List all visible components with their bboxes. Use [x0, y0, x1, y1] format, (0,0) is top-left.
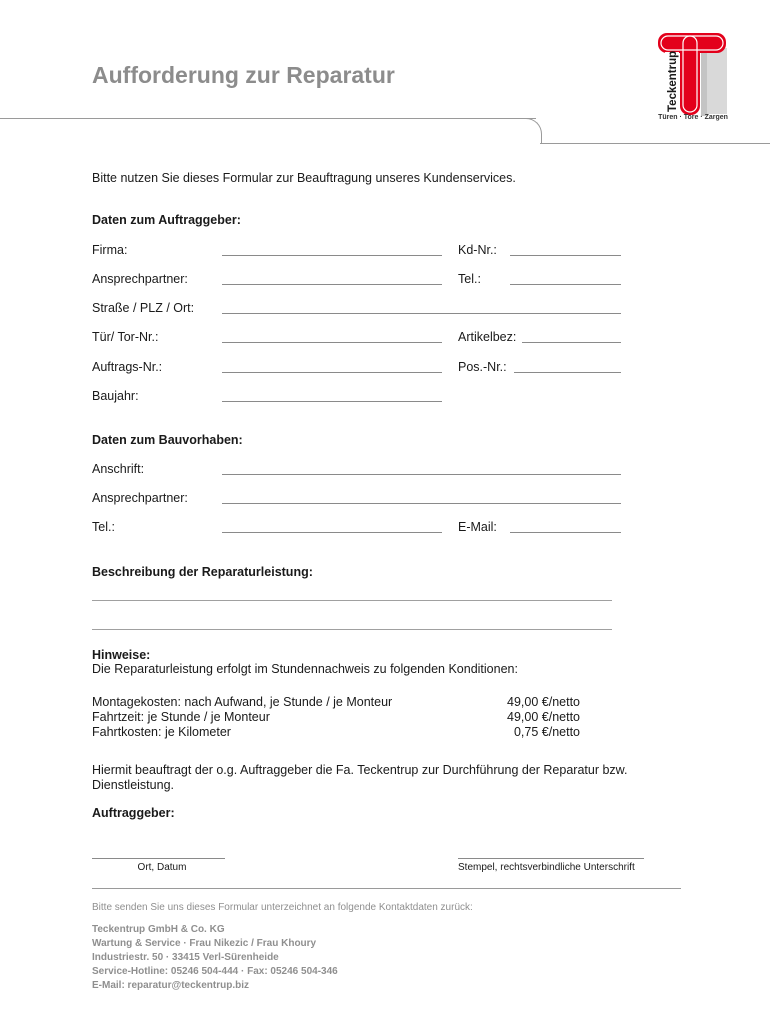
tel-field[interactable]	[510, 284, 621, 285]
description-heading: Beschreibung der Reparaturleistung:	[92, 565, 313, 579]
intro-text: Bitte nutzen Sie dieses Formular zur Beauftragung unseres Kundenservices.	[92, 171, 516, 185]
anschrift-label: Anschrift:	[92, 462, 145, 476]
footer-rule	[92, 888, 681, 889]
tuer-label: Tür/ Tor-Nr.:	[92, 330, 159, 344]
header-rule-right	[540, 143, 770, 144]
site-tel-label: Tel.:	[92, 520, 115, 534]
description-line-2[interactable]	[92, 629, 612, 630]
footer-line: Service-Hotline: 05246 504-444 · Fax: 05246 504-346	[92, 966, 338, 977]
baujahr-label: Baujahr:	[92, 389, 139, 403]
site-ansprechpartner-label: Ansprechpartner:	[92, 491, 188, 505]
place-date-field[interactable]	[92, 858, 225, 859]
header-rule-curve	[524, 118, 542, 144]
tuer-field[interactable]	[222, 342, 442, 343]
email-label: E-Mail:	[458, 520, 497, 534]
logo-tagline: Türen · Tore · Zargen	[658, 114, 728, 121]
kdnr-field[interactable]	[510, 255, 621, 256]
anschrift-field[interactable]	[222, 474, 621, 475]
logo-brand: Teckentrup	[667, 50, 679, 112]
order-text-1: Hiermit beauftragt der o.g. Auftraggeber die Fa. Teckentrup zur Durchführung der Reparatur bzw.	[92, 763, 628, 777]
pos-field[interactable]	[514, 372, 621, 373]
signature-label: Stempel, rechtsverbindliche Unterschrift	[458, 862, 635, 873]
teckentrup-logo	[655, 30, 731, 125]
cost-label: Fahrtzeit: je Stunde / je Monteur	[92, 710, 270, 724]
ansprechpartner-field[interactable]	[222, 284, 442, 285]
cost-label: Montagekosten: nach Aufwand, je Stunde / je Monteur	[92, 695, 393, 709]
firma-label: Firma:	[92, 243, 128, 257]
strasse-field[interactable]	[222, 313, 621, 314]
notes-heading: Hinweise:	[92, 648, 151, 662]
strasse-label: Straße / PLZ / Ort:	[92, 301, 195, 315]
client-heading: Daten zum Auftraggeber:	[92, 213, 241, 227]
footer-email[interactable]: E-Mail: reparatur@teckentrup.biz	[92, 980, 250, 991]
cost-label: Fahrtkosten: je Kilometer	[92, 725, 231, 739]
order-text-2: Dienstleistung.	[92, 778, 174, 792]
site-ansprechpartner-field[interactable]	[222, 503, 621, 504]
pos-label: Pos.-Nr.:	[458, 360, 507, 374]
firma-field[interactable]	[222, 255, 442, 256]
auftrag-field[interactable]	[222, 372, 442, 373]
cost-price: 0,75 €/netto	[513, 725, 580, 739]
artikel-field[interactable]	[522, 342, 621, 343]
cost-price: 49,00 €/netto	[507, 710, 580, 724]
tel-label: Tel.:	[458, 272, 481, 286]
header-rule	[0, 118, 536, 119]
artikel-label: Artikelbez:	[458, 330, 517, 344]
site-tel-field[interactable]	[222, 532, 442, 533]
cost-price: 49,00 €/netto	[507, 695, 580, 709]
ansprechpartner-label: Ansprechpartner:	[92, 272, 188, 286]
footer-note: Bitte senden Sie uns dieses Formular unterzeichnet an folgende Kontaktdaten zurück:	[92, 902, 473, 913]
site-heading: Daten zum Bauvorhaben:	[92, 433, 243, 447]
description-line-1[interactable]	[92, 600, 612, 601]
footer-line: Wartung & Service · Frau Nikezic / Frau Khoury	[92, 938, 317, 949]
signature-field[interactable]	[458, 858, 644, 859]
auftrag-label: Auftrags-Nr.:	[92, 360, 163, 374]
place-date-label: Ort, Datum	[137, 862, 187, 873]
footer-line: Teckentrup GmbH & Co. KG	[92, 924, 225, 935]
kdnr-label: Kd-Nr.:	[458, 243, 497, 257]
baujahr-field[interactable]	[222, 401, 442, 402]
notes-line: Die Reparaturleistung erfolgt im Stundennachweis zu folgenden Konditionen:	[92, 662, 518, 676]
email-field[interactable]	[510, 532, 621, 533]
page-title: Aufforderung zur Reparatur	[92, 62, 395, 88]
footer-line: Industriestr. 50 · 33415 Verl-Sürenheide	[92, 952, 279, 963]
signature-heading: Auftraggeber:	[92, 806, 175, 820]
